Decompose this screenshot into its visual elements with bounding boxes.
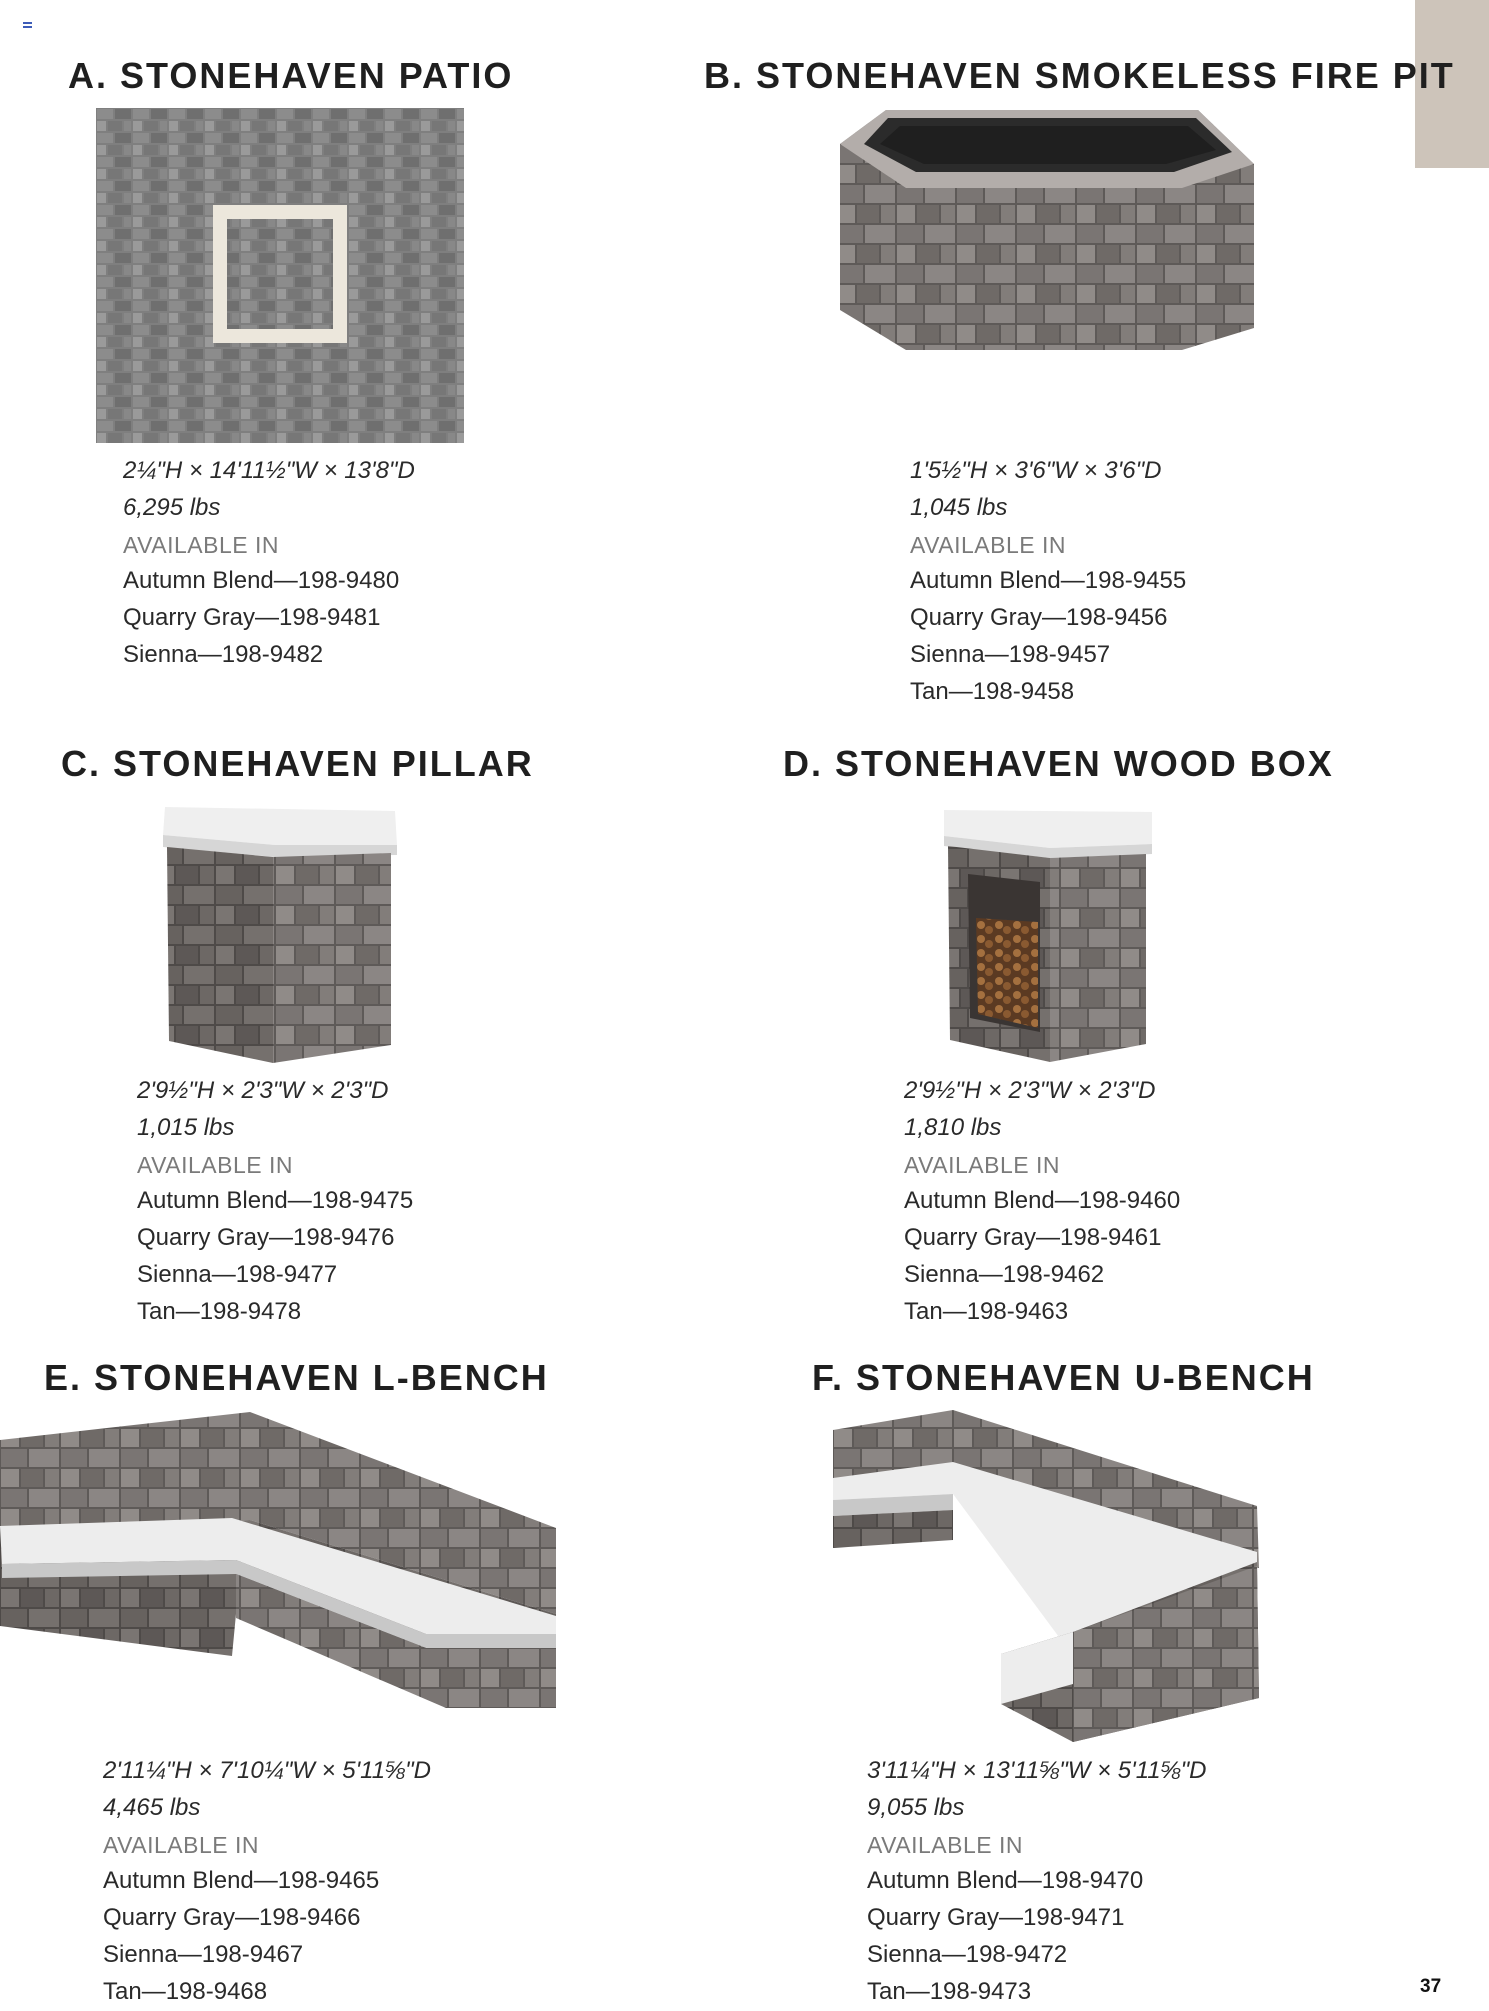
option-item: Autumn Blend—198-9465 (103, 1867, 380, 1895)
option-item: Tan—198-9468 (103, 1977, 268, 2005)
dimensions: 2'11¼"H × 7'10¼"W × 5'11⅝"D (103, 1757, 431, 1784)
available-label: AVAILABLE IN (867, 1831, 1023, 1858)
wood-box-image (940, 808, 1155, 1064)
option-item: Tan—198-9463 (904, 1297, 1069, 1325)
option-item: Sienna—198-9457 (910, 640, 1111, 668)
product-title: C. STONEHAVEN PILLAR (61, 743, 534, 784)
option-item: Quarry Gray—198-9466 (103, 1904, 361, 1932)
option-item: Autumn Blend—198-9470 (867, 1867, 1144, 1895)
option-item: Sienna—198-9482 (123, 640, 324, 668)
pillar-image (155, 805, 405, 1067)
weight: 1,015 lbs (137, 1113, 235, 1141)
option-item: Quarry Gray—198-9456 (910, 604, 1168, 632)
weight: 9,055 lbs (867, 1793, 965, 1821)
patio-image (96, 108, 464, 443)
option-item: Sienna—198-9462 (904, 1260, 1105, 1288)
option-item: Autumn Blend—198-9460 (904, 1187, 1181, 1215)
option-item: Autumn Blend—198-9475 (137, 1187, 414, 1215)
dimensions: 3'11¼"H × 13'11⅝"W × 5'11⅝"D (867, 1757, 1207, 1784)
available-label: AVAILABLE IN (910, 531, 1066, 558)
option-item: Autumn Blend—198-9455 (910, 567, 1187, 595)
available-label: AVAILABLE IN (123, 531, 279, 558)
option-item: Tan—198-9478 (137, 1297, 302, 1325)
available-label: AVAILABLE IN (904, 1151, 1060, 1178)
page-number: 37 (1420, 1976, 1442, 1997)
option-item: Sienna—198-9477 (137, 1260, 338, 1288)
product-title: A. STONEHAVEN PATIO (68, 55, 514, 96)
dimensions: 1'5½"H × 3'6"W × 3'6"D (910, 457, 1162, 484)
product-specs (137, 1073, 413, 1331)
product-specs (103, 1753, 431, 2011)
dimensions: 2'9½"H × 2'3"W × 2'3"D (137, 1077, 389, 1104)
weight: 6,295 lbs (123, 493, 221, 521)
option-item: Tan—198-9458 (910, 677, 1075, 705)
option-item: Sienna—198-9467 (103, 1940, 304, 1968)
dimensions: 2'9½"H × 2'3"W × 2'3"D (904, 1077, 1156, 1104)
weight: 1,045 lbs (910, 493, 1008, 521)
product-title: D. STONEHAVEN WOOD BOX (783, 743, 1334, 784)
product-title: F. STONEHAVEN U-BENCH (812, 1357, 1315, 1398)
product-title: E. STONEHAVEN L-BENCH (44, 1357, 549, 1398)
available-label: AVAILABLE IN (103, 1831, 259, 1858)
l-bench-image (0, 1408, 556, 1708)
option-item: Autumn Blend—198-9480 (123, 567, 400, 595)
weight: 1,810 lbs (904, 1113, 1002, 1141)
fire-pit-image (836, 104, 1256, 352)
option-item: Quarry Gray—198-9481 (123, 604, 381, 632)
product-title: B. STONEHAVEN SMOKELESS FIRE PIT (704, 55, 1455, 96)
product-specs (867, 1753, 1207, 2011)
product-specs (910, 453, 1186, 711)
available-label: AVAILABLE IN (137, 1151, 293, 1178)
dimensions: 2¼"H × 14'11½"W × 13'8"D (123, 457, 415, 484)
option-item: Sienna—198-9472 (867, 1940, 1068, 1968)
u-bench-image (833, 1408, 1263, 1744)
weight: 4,465 lbs (103, 1793, 201, 1821)
option-item: Tan—198-9473 (867, 1977, 1032, 2005)
option-item: Quarry Gray—198-9476 (137, 1224, 395, 1252)
option-item: Quarry Gray—198-9471 (867, 1904, 1125, 1932)
option-item: Quarry Gray—198-9461 (904, 1224, 1162, 1252)
product-specs (123, 453, 415, 674)
product-specs (904, 1073, 1180, 1331)
menu-icon (23, 22, 32, 30)
